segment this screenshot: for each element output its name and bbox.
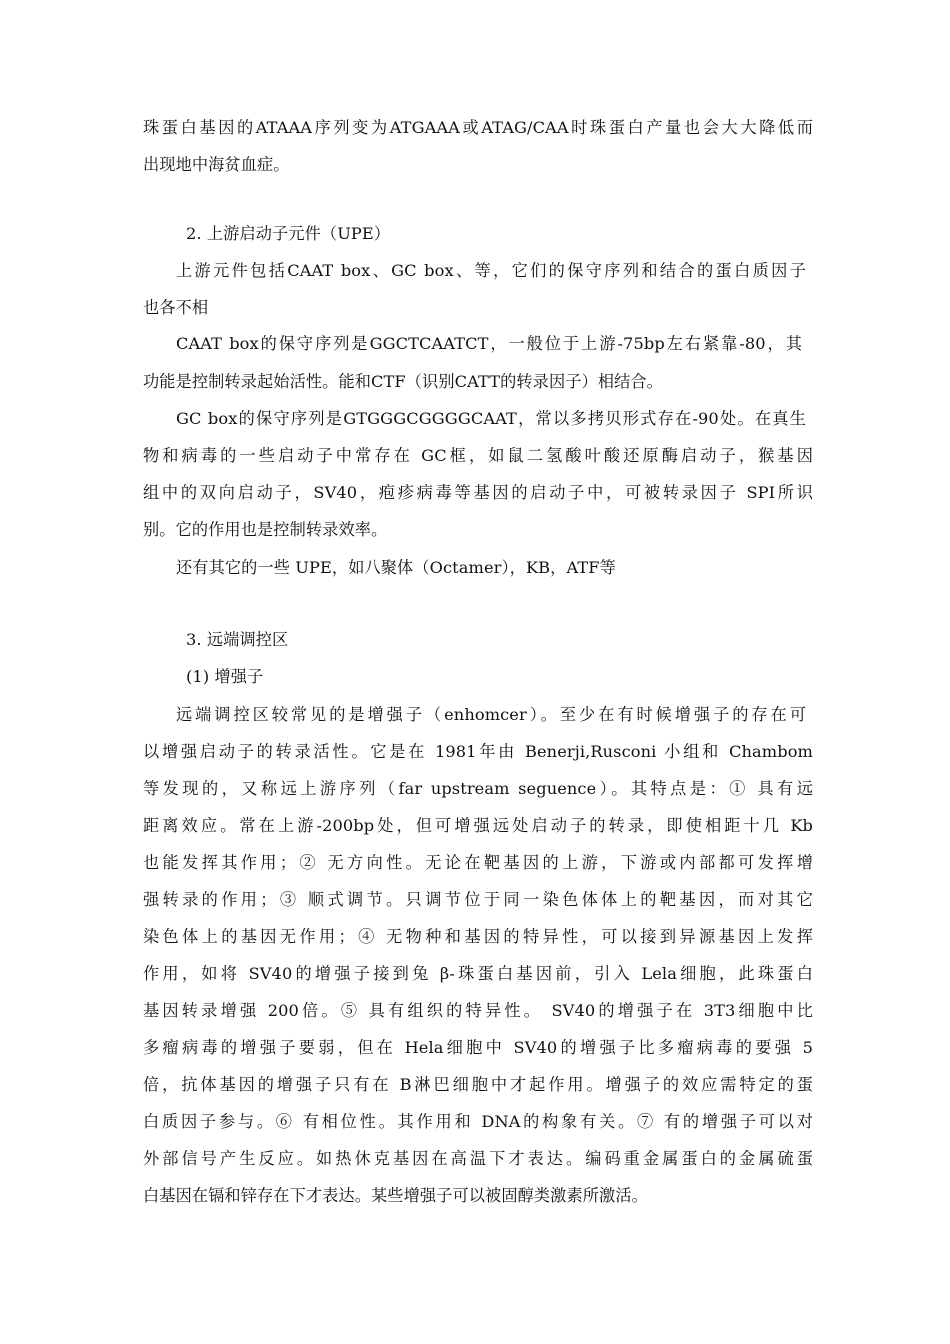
paragraph-line: 多瘤病毒的增强子要弱，但在 Hela细胞中 SV40的增强子比多瘤病毒的要强 5 — [143, 1038, 813, 1057]
section-heading-distal-control: 3. 远端调控区 — [186, 630, 289, 649]
paragraph-line: 白基因在镉和锌存在下才表达。某些增强子可以被固醇类激素所激活。 — [143, 1186, 648, 1205]
paragraph-line: 距离效应。常在上游-200bp处，但可增强远处启动子的转录，即使相距十几 Kb — [143, 816, 813, 835]
paragraph-line: 等发现的，又称远上游序列（far upstream seguence）。其特点是：① 具有远 — [143, 779, 813, 798]
paragraph-line: 染色体上的基因无作用；④ 无物种和基因的特异性，可以接到异源基因上发挥 — [143, 927, 813, 946]
paragraph-line: 倍，抗体基因的增强子只有在 B淋巴细胞中才起作用。增强子的效应需特定的蛋 — [143, 1075, 813, 1094]
paragraph-line: 出现地中海贫血症。 — [143, 155, 290, 174]
paragraph-line: 物和病毒的一些启动子中常存在 GC框，如鼠二氢酸叶酸还原酶启动子，猴基因 — [143, 446, 813, 465]
paragraph-line: GC box的保守序列是GTGGGCGGGGCAAT，常以多拷贝形式存在-90处。在真生 — [176, 409, 806, 428]
paragraph-line: 基因转录增强 200倍。⑤ 具有组织的特异性。 SV40的增强子在 3T3细胞中比 — [143, 1001, 813, 1020]
paragraph-line: 组中的双向启动子，SV40，疱疹病毒等基因的启动子中，可被转录因子 SPI所识 — [143, 483, 813, 502]
paragraph-line: 强转录的作用；③ 顺式调节。只调节位于同一染色体体上的靶基因，而对其它 — [143, 890, 813, 909]
paragraph-line: 功能是控制转录起始活性。能和CTF（识别CATT的转录因子）相结合。 — [143, 372, 663, 391]
paragraph-line: 还有其它的一些 UPE，如八聚体（Octamer），KB，ATF等 — [176, 558, 616, 577]
paragraph-line: 远端调控区较常见的是增强子（enhomcer）。至少在有时候增强子的存在可 — [176, 705, 806, 724]
paragraph-line: CAAT box的保守序列是GGCTCAATCT，一般位于上游-75bp左右紧靠-80，其 — [176, 334, 802, 353]
paragraph-line: 也能发挥其作用；② 无方向性。无论在靶基因的上游，下游或内部都可发挥增 — [143, 853, 813, 872]
paragraph-line: 也各不相 — [143, 298, 209, 317]
paragraph-line: 上游元件包括CAAT box、GC box、等，它们的保守序列和结合的蛋白质因子 — [176, 261, 806, 280]
paragraph-line: 珠蛋白基因的ATAAA序列变为ATGAAA或ATAG/CAA时珠蛋白产量也会大大降低而 — [143, 118, 813, 137]
paragraph-line: 白质因子参与。⑥ 有相位性。其作用和 DNA的构象有关。⑦ 有的增强子可以对 — [143, 1112, 813, 1131]
section-heading-upe: 2. 上游启动子元件（UPE） — [186, 224, 391, 243]
paragraph-line: 以增强启动子的转录活性。它是在 1981年由 Benerji,Rusconi 小组和 Chambom — [143, 742, 813, 761]
paragraph-line: 作用，如将 SV40的增强子接到兔 β-珠蛋白基因前，引入 Lela细胞，此珠蛋白 — [143, 964, 813, 983]
subsection-heading-enhancer: (1) 增强子 — [186, 667, 264, 686]
paragraph-line: 别。它的作用也是控制转录效率。 — [143, 520, 388, 539]
paragraph-line: 外部信号产生反应。如热休克基因在高温下才表达。编码重金属蛋白的金属硫蛋 — [143, 1149, 813, 1168]
